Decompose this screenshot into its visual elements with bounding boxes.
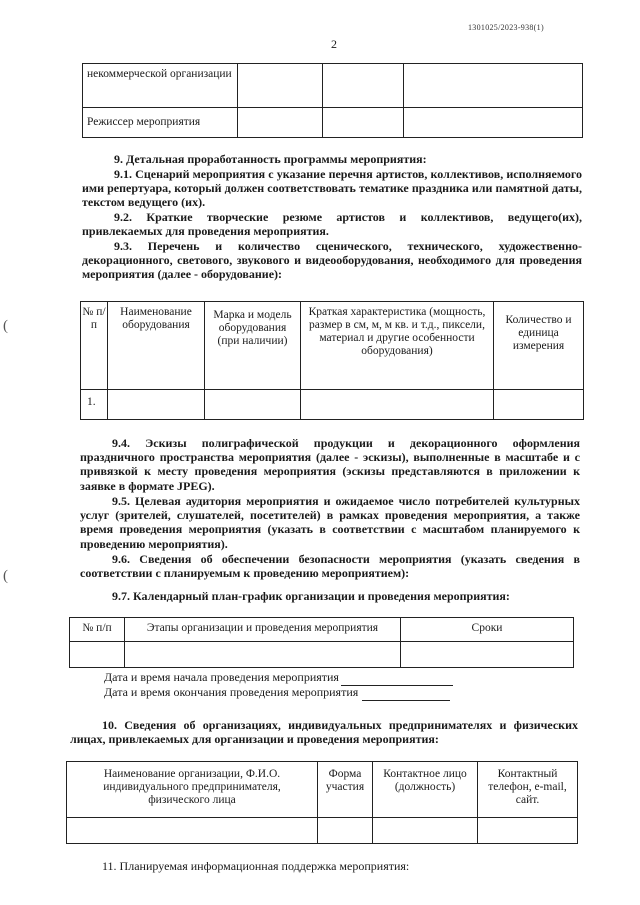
paragraph-9-2-text: Краткие творческие резюме артистов и коллективов, ведущего(их), привлекаемых для проведения мероприятия. xyxy=(82,210,583,239)
section-11-title: 11. Планируемая информационная поддержка мероприятия: xyxy=(102,859,410,873)
paragraph-9-3 xyxy=(82,239,582,282)
paragraph-9-1-number: 9.1. xyxy=(114,167,132,181)
org-cell[interactable] xyxy=(67,818,318,844)
org-table xyxy=(66,761,578,844)
top-table-cell[interactable] xyxy=(404,108,583,138)
paragraph-9-6 xyxy=(80,552,580,580)
equipment-header-name: Наименование оборудования xyxy=(108,302,205,390)
paragraph-9-3-number: 9.3. xyxy=(114,239,132,253)
equipment-header-qty: Количество и единица измерения xyxy=(494,302,584,390)
event-start-field[interactable] xyxy=(341,670,453,686)
equipment-header-spec: Краткая характеристика (мощность, размер в см, м, м кв. и т.д., пиксели, материал и другие особенности оборудования) xyxy=(301,302,494,390)
page-number: 2 xyxy=(331,37,337,51)
top-table-cell[interactable] xyxy=(404,64,583,108)
top-table xyxy=(82,63,583,138)
equipment-cell[interactable] xyxy=(205,390,301,420)
schedule-header-num: № п/п xyxy=(70,618,125,642)
paragraph-9-5-text: Целевая аудитория мероприятия и ожидаемое число потребителей культурных услуг (зрителей, слушателей, посетителей) в рамках проведения мероприятия, а также время проведения мероприятия (указать в соответствии с масштабом планируемого к проведению мероприятия). xyxy=(80,494,581,551)
schedule-header-stages: Этапы организации и проведения мероприятия xyxy=(125,618,401,642)
top-table-cell-label: Режиссер мероприятия xyxy=(83,108,238,138)
top-table-cell[interactable] xyxy=(323,64,404,108)
top-table-cell[interactable] xyxy=(323,108,404,138)
org-cell[interactable] xyxy=(373,818,478,844)
paragraph-9-4 xyxy=(80,436,580,493)
section-10-title: Сведения об организациях, индивидуальных предпринимателях и физических лицах, привлекаемых для организации и проведения мероприятия: xyxy=(70,718,578,747)
margin-mark: ( xyxy=(3,568,8,584)
event-start-line xyxy=(104,670,453,686)
paragraph-9-4-text: Эскизы полиграфической продукции и декорационного оформления праздничного пространства мероприятия (далее - эскизы), выполненные в масштабе и с привязкой к месту проведения мероприятия (эскизы представляются в приложении к заявке в формате JPEG). xyxy=(80,436,581,493)
paragraph-9-2 xyxy=(82,210,582,238)
section-9-title: 9. Детальная проработанность программы мероприятия: xyxy=(114,152,427,166)
event-start-label: Дата и время начала проведения мероприятия xyxy=(104,670,339,684)
document-id: 1301025/2023-938(1) xyxy=(468,23,544,32)
equipment-header-model: Марка и модель оборудования (при наличии) xyxy=(205,302,301,390)
schedule-cell[interactable] xyxy=(70,642,125,668)
top-table-cell[interactable] xyxy=(238,64,323,108)
paragraph-9-7 xyxy=(80,589,580,603)
paragraph-9-1 xyxy=(82,167,582,210)
org-cell[interactable] xyxy=(318,818,373,844)
paragraph-9-6-number: 9.6. xyxy=(112,552,130,566)
schedule-header-dates: Сроки xyxy=(401,618,574,642)
schedule-table xyxy=(69,617,574,668)
equipment-cell[interactable] xyxy=(301,390,494,420)
equipment-row-num: 1. xyxy=(81,390,108,420)
org-header-contact: Контактное лицо (должность) xyxy=(373,762,478,818)
paragraph-9-5 xyxy=(80,494,580,551)
event-end-line xyxy=(104,685,450,701)
paragraph-9-5-number: 9.5. xyxy=(112,494,130,508)
schedule-cell[interactable] xyxy=(401,642,574,668)
margin-mark: ( xyxy=(3,318,8,334)
section-10 xyxy=(70,718,578,746)
paragraph-9-4-number: 9.4. xyxy=(112,436,130,450)
paragraph-9-7-number: 9.7. xyxy=(112,589,130,603)
org-header-phone: Контактный телефон, e-mail, сайт. xyxy=(478,762,578,818)
org-cell[interactable] xyxy=(478,818,578,844)
section-10-number: 10. xyxy=(102,718,117,732)
paragraph-9-2-number: 9.2. xyxy=(114,210,132,224)
paragraph-9-6-text: Сведения об обеспечении безопасности мероприятия (указать сведения в соответствии с планируемым к проведению мероприятием): xyxy=(80,552,581,581)
org-header-form: Форма участия xyxy=(318,762,373,818)
schedule-cell[interactable] xyxy=(125,642,401,668)
paragraph-9-7-text: Календарный план-график организации и проведения мероприятия: xyxy=(133,589,510,603)
equipment-cell[interactable] xyxy=(494,390,584,420)
paragraph-9-1-text: Сценарий мероприятия с указание перечня артистов, коллективов, исполняемого ими репертуара, который должен соответствовать тематике праздника или памятной даты, текстом ведущего (их). xyxy=(82,167,583,210)
event-end-label: Дата и время окончания проведения мероприятия xyxy=(104,685,359,699)
equipment-cell[interactable] xyxy=(108,390,205,420)
equipment-table xyxy=(80,301,584,420)
equipment-header-num: № п/п xyxy=(81,302,108,390)
top-table-cell[interactable] xyxy=(238,108,323,138)
top-table-cell-label: некоммерческой организации xyxy=(83,64,238,108)
event-end-field[interactable] xyxy=(362,685,450,701)
paragraph-9-3-text: Перечень и количество сценического, технического, художественно-декорационного, светового, звукового и видеооборудования, необходимого для проведения мероприятия (далее - оборудование): xyxy=(82,239,582,282)
org-header-name: Наименование организации, Ф.И.О. индивидуального предпринимателя, физического лица xyxy=(67,762,318,818)
